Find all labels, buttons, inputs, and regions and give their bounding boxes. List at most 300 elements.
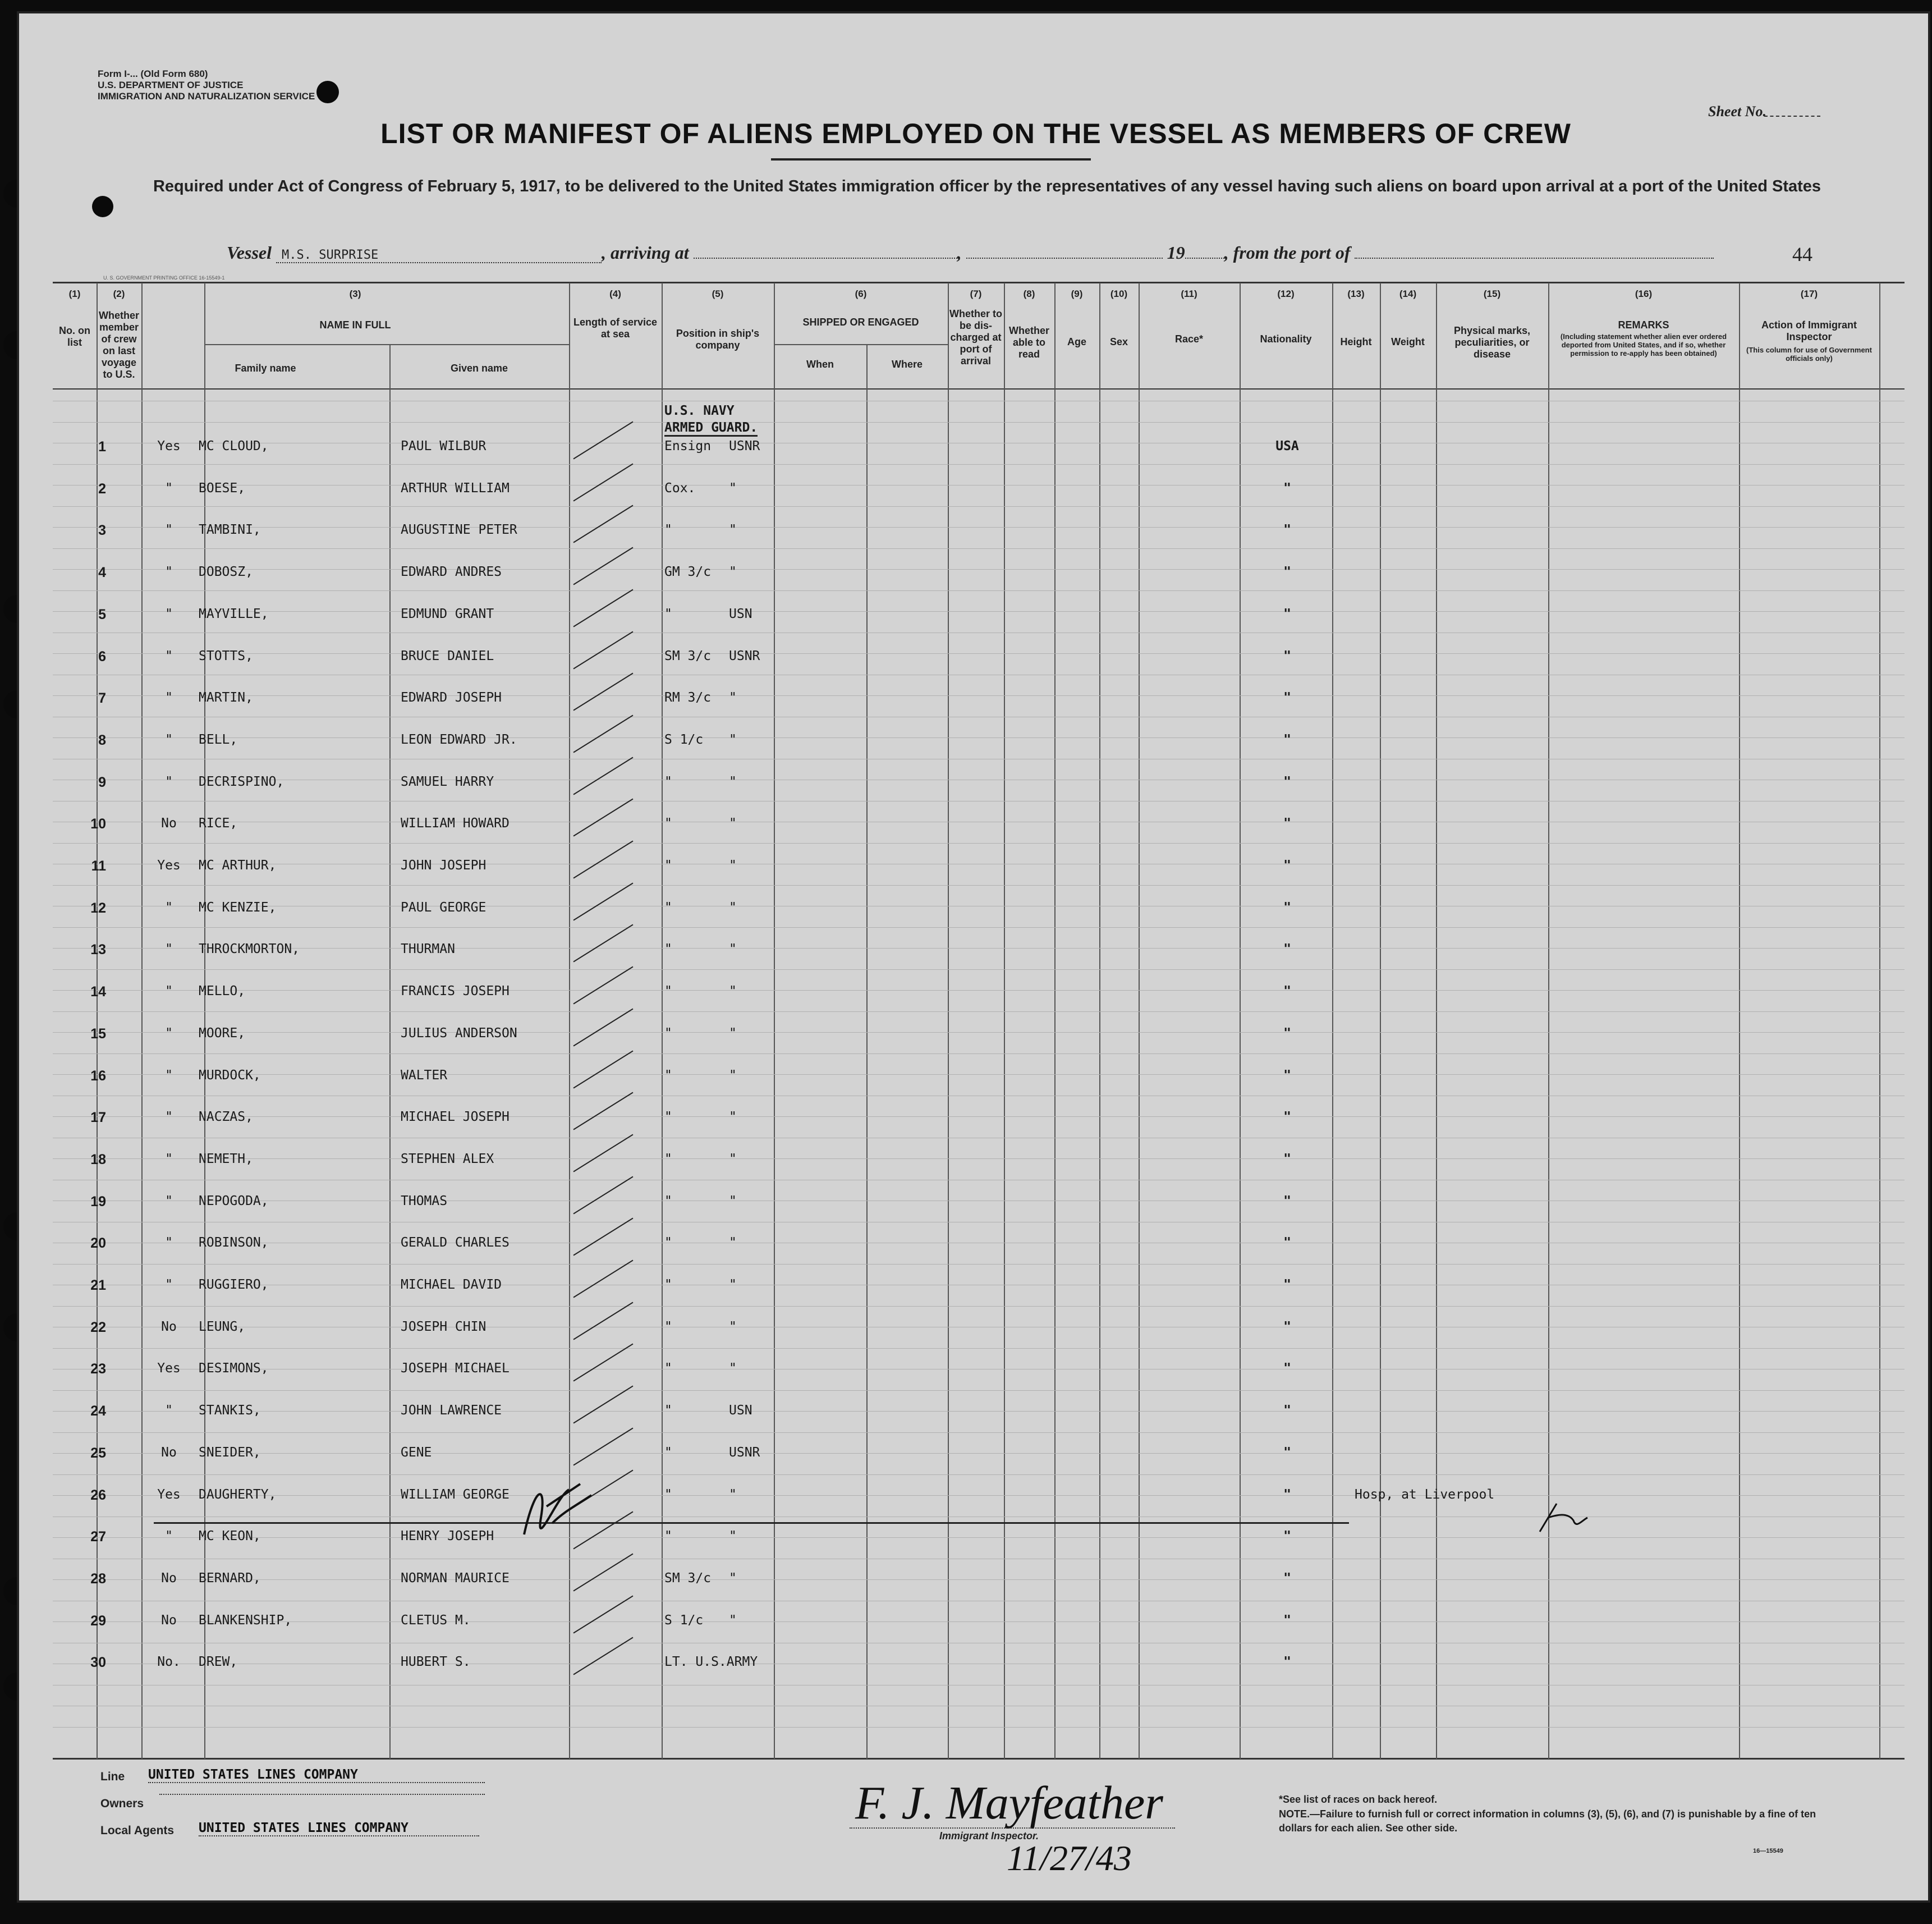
prior-voyage: Yes — [157, 439, 181, 453]
family-name: DECRISPINO, — [199, 774, 284, 789]
ruled-line — [53, 1158, 1905, 1159]
nationality: " — [1283, 565, 1291, 580]
service-check-mark — [573, 631, 633, 669]
given-name: JOHN LAWRENCE — [401, 1403, 502, 1418]
service-branch: USNR — [729, 439, 760, 453]
ruled-line — [53, 653, 1905, 654]
nationality: " — [1283, 816, 1291, 831]
service-check-mark — [573, 1260, 633, 1298]
inspector-label: Immigrant Inspector. — [939, 1830, 1039, 1841]
service-check-mark — [573, 757, 633, 795]
service-check-mark — [573, 1176, 633, 1214]
given-name: JOSEPH MICHAEL — [401, 1361, 510, 1376]
col-num: (6) — [855, 288, 867, 299]
col-num: (8) — [1023, 288, 1035, 299]
service-check-mark — [573, 673, 633, 711]
name-subdivider — [204, 344, 569, 345]
header-race: Race* — [1174, 333, 1204, 345]
ruled-line — [53, 590, 1905, 591]
header-given-name: Given name — [450, 363, 508, 374]
ruled-line — [53, 927, 1905, 928]
position: " — [664, 1403, 672, 1418]
service-branch: USNR — [729, 648, 760, 663]
row-number: 27 — [90, 1529, 106, 1545]
given-name: SAMUEL HARRY — [401, 774, 494, 789]
col-num: (9) — [1071, 288, 1083, 299]
ruled-line — [53, 1432, 1905, 1433]
col-num: (4) — [609, 288, 621, 299]
position: " — [664, 1319, 672, 1334]
position: " — [664, 858, 672, 873]
service-check-mark — [573, 841, 633, 879]
given-name: JOHN JOSEPH — [401, 858, 487, 873]
row-number: 22 — [90, 1319, 106, 1335]
service-check-mark — [573, 924, 633, 963]
row-number: 26 — [90, 1487, 106, 1503]
agents-label: Local Agents — [100, 1824, 175, 1837]
family-name: STOTTS, — [199, 648, 253, 663]
prior-voyage: No — [161, 816, 177, 831]
prior-voyage: Yes — [157, 858, 181, 873]
service-branch: " — [729, 1319, 737, 1334]
remarks: Hosp, at Liverpool — [1355, 1487, 1495, 1502]
row-number: 28 — [90, 1570, 106, 1587]
header-able-to-read: Whether able to read — [1009, 325, 1049, 360]
position: " — [664, 1529, 672, 1544]
service-branch: " — [729, 900, 737, 915]
shipped-subdivider — [774, 344, 948, 345]
service-branch: " — [729, 1235, 737, 1250]
prior-voyage: " — [165, 1529, 173, 1544]
sheet-label: Sheet No. — [1708, 103, 1766, 120]
given-name: FRANCIS JOSEPH — [401, 984, 510, 999]
header-name-in-full: NAME IN FULL — [319, 319, 391, 331]
header-discharged: Whether to be dis- charged at port of arrival — [949, 308, 1002, 367]
ruled-line — [53, 1579, 1905, 1580]
row-number: 25 — [90, 1445, 106, 1461]
position: " — [664, 1025, 672, 1041]
row-number: 30 — [90, 1655, 106, 1671]
family-name: NEMETH, — [199, 1151, 253, 1166]
family-name: BLANKENSHIP, — [199, 1613, 292, 1628]
family-name: DREW, — [199, 1655, 238, 1670]
prior-voyage: No — [161, 1570, 177, 1586]
row-number: 17 — [90, 1110, 106, 1126]
given-name: CLETUS M. — [401, 1613, 471, 1628]
row-number: 19 — [90, 1193, 106, 1210]
owners-value — [159, 1794, 485, 1795]
given-name: MICHAEL JOSEPH — [401, 1110, 510, 1125]
family-name: DOBOSZ, — [199, 565, 253, 580]
inspector-signature: F. J. Mayfeather — [855, 1777, 1163, 1829]
port-label: , from the port of — [1224, 242, 1351, 263]
prior-voyage: " — [165, 900, 173, 915]
family-name: THROCKMORTON, — [199, 942, 300, 957]
prior-voyage: " — [165, 1151, 173, 1166]
family-name: RUGGIERO, — [199, 1277, 269, 1292]
nationality: " — [1283, 1403, 1291, 1418]
header-where: Where — [891, 359, 923, 370]
service-branch: " — [729, 1277, 737, 1292]
punch-hole — [92, 196, 113, 217]
position: " — [664, 1193, 672, 1208]
position: GM 3/c — [664, 565, 712, 580]
service-branch: USNR — [729, 1445, 760, 1460]
ruled-line — [53, 1411, 1905, 1412]
service-branch: " — [729, 858, 737, 873]
position: " — [664, 816, 672, 831]
ruled-line — [53, 1074, 1905, 1075]
table-top-rule — [53, 282, 1905, 283]
ruled-line — [53, 527, 1905, 528]
service-check-mark — [573, 422, 633, 460]
nationality: " — [1283, 1068, 1291, 1083]
prior-voyage: " — [165, 1277, 173, 1292]
punch-hole — [316, 81, 339, 103]
title-underline — [771, 158, 1091, 161]
given-name: EDMUND GRANT — [401, 606, 494, 621]
family-name: NEPOGODA, — [199, 1193, 269, 1208]
service-branch: " — [729, 942, 737, 957]
document-subtitle: Required under Act of Congress of February 5, 1917, to be delivered to the United States immigration officer by the representatives of any vessel having such aliens on board upon arrival at a port of the United States — [153, 177, 1821, 195]
ruled-line — [53, 1621, 1905, 1622]
col-num: (12) — [1277, 288, 1295, 299]
nationality: " — [1283, 1445, 1291, 1460]
given-name: WILLIAM GEORGE — [401, 1487, 510, 1502]
row-number: 12 — [90, 900, 106, 916]
prior-voyage: No — [161, 1445, 177, 1460]
row-number: 4 — [98, 565, 106, 581]
ruled-line — [53, 1116, 1905, 1117]
ruled-line — [53, 1348, 1905, 1349]
vessel-name: M.S. SURPRISE — [276, 248, 602, 263]
arriving-label: , arriving at — [602, 242, 689, 263]
service-check-mark — [573, 882, 633, 920]
ruled-line — [53, 1011, 1905, 1012]
nationality: " — [1283, 1529, 1291, 1544]
given-name: JULIUS ANDERSON — [401, 1025, 517, 1041]
header-shipped-engaged: SHIPPED OR ENGAGED — [802, 317, 919, 328]
service-branch: " — [729, 480, 737, 496]
service-branch: " — [729, 1361, 737, 1376]
nationality: " — [1283, 1655, 1291, 1670]
row-number: 29 — [90, 1613, 106, 1629]
service-branch: " — [729, 1110, 737, 1125]
prior-voyage: Yes — [157, 1361, 181, 1376]
row-number: 7 — [98, 690, 106, 707]
service-branch: " — [729, 1487, 737, 1502]
position: " — [664, 984, 672, 999]
given-name: PAUL GEORGE — [401, 900, 487, 915]
family-name: MC CLOUD, — [199, 439, 269, 453]
service-check-mark — [573, 547, 633, 585]
ruled-line — [53, 1264, 1905, 1265]
prior-voyage: " — [165, 1193, 173, 1208]
row-number: 16 — [90, 1068, 106, 1084]
ruled-line — [53, 1453, 1905, 1454]
given-name: PAUL WILBUR — [401, 439, 487, 453]
line-label: Line — [100, 1770, 125, 1783]
col-num: (5) — [712, 288, 724, 299]
ruled-line — [53, 506, 1905, 507]
family-name: MOORE, — [199, 1025, 246, 1041]
ruled-line — [53, 464, 1905, 465]
line-value: UNITED STATES LINES COMPANY — [148, 1767, 485, 1783]
nationality: " — [1283, 480, 1291, 496]
prior-voyage: " — [165, 984, 173, 999]
row-number: 6 — [98, 648, 106, 665]
nationality: " — [1283, 1193, 1291, 1208]
ruled-line — [53, 843, 1905, 844]
nationality: " — [1283, 1277, 1291, 1292]
family-name: RICE, — [199, 816, 238, 831]
penalty-note: NOTE.—Failure to furnish full or correct information in columns (3), (5), (6), and (7) is punishable by a fine of ten dollars for each alien. See other side. — [1279, 1808, 1816, 1834]
service-check-mark — [573, 1134, 633, 1172]
nationality: " — [1283, 690, 1291, 706]
position: " — [664, 1110, 672, 1125]
year-field — [1185, 258, 1224, 259]
family-name: MELLO, — [199, 984, 246, 999]
service-branch: " — [729, 1529, 737, 1544]
nationality: " — [1283, 523, 1291, 538]
service-check-mark — [573, 1427, 633, 1465]
position: Cox. — [664, 480, 696, 496]
position: Ensign — [664, 439, 712, 453]
position: S 1/c — [664, 1613, 704, 1628]
handwritten-initials — [1534, 1498, 1590, 1537]
header-no-on-list: No. on list — [59, 325, 90, 348]
family-name: MC ARTHUR, — [199, 858, 277, 873]
given-name: THOMAS — [401, 1193, 448, 1208]
given-name: GENE — [401, 1445, 432, 1460]
prior-voyage: " — [165, 1235, 173, 1250]
nationality: " — [1283, 942, 1291, 957]
given-name: GERALD CHARLES — [401, 1235, 510, 1250]
position: SM 3/c — [664, 1570, 712, 1586]
ruled-line — [53, 1032, 1905, 1033]
service-check-mark — [573, 1302, 633, 1340]
nationality: " — [1283, 1319, 1291, 1334]
service-branch: " — [729, 1570, 737, 1586]
sheet-number: 44 — [1792, 243, 1812, 265]
col-num: (11) — [1181, 288, 1197, 299]
family-name: ROBINSON, — [199, 1235, 269, 1250]
position: " — [664, 1277, 672, 1292]
family-name: TAMBINI, — [199, 523, 261, 538]
prior-voyage: No — [161, 1319, 177, 1334]
nationality: " — [1283, 1235, 1291, 1250]
header-bottom-rule — [53, 388, 1905, 390]
prior-voyage: " — [165, 480, 173, 496]
position: " — [664, 523, 672, 538]
family-name: MAYVILLE, — [199, 606, 269, 621]
row-number: 2 — [98, 480, 106, 497]
row-number: 15 — [90, 1025, 106, 1042]
nationality: " — [1283, 648, 1291, 663]
form-code: 16—15549 — [1753, 1848, 1783, 1854]
header-family-name: Family name — [235, 363, 296, 374]
given-name: AUGUSTINE PETER — [401, 523, 517, 538]
service-check-mark — [573, 1092, 633, 1130]
position: LT. U.S.ARMY — [664, 1655, 758, 1670]
prior-voyage: " — [165, 523, 173, 538]
date-field — [966, 258, 1163, 259]
service-branch: USN — [729, 606, 752, 621]
row-number: 14 — [90, 984, 106, 1000]
given-name: EDWARD ANDRES — [401, 565, 502, 580]
row-number: 10 — [90, 816, 106, 832]
given-name: WALTER — [401, 1068, 448, 1083]
row-number: 21 — [90, 1277, 106, 1293]
prior-voyage: " — [165, 774, 173, 789]
given-name: JOSEPH CHIN — [401, 1319, 487, 1334]
signature-line — [850, 1827, 1175, 1829]
ruled-line — [53, 1474, 1905, 1475]
row-number: 3 — [98, 523, 106, 539]
given-name: ARTHUR WILLIAM — [401, 480, 510, 496]
nationality: " — [1283, 1151, 1291, 1166]
service-check-mark — [573, 1386, 633, 1424]
unit-header-line1: U.S. NAVY — [664, 404, 735, 418]
col-num: (16) — [1635, 288, 1653, 299]
sheet-number-line — [1764, 116, 1820, 117]
given-name: HUBERT S. — [401, 1655, 471, 1670]
nationality: " — [1283, 900, 1291, 915]
position: " — [664, 1445, 672, 1460]
row-number: 13 — [90, 942, 106, 958]
prior-voyage: " — [165, 942, 173, 957]
ruled-line — [53, 1306, 1905, 1307]
port-field — [1355, 258, 1714, 259]
header-when: When — [806, 359, 834, 370]
form-number: Form I-... (Old Form 680) — [98, 68, 208, 79]
service-check-mark — [573, 1008, 633, 1046]
row-number: 20 — [90, 1235, 106, 1252]
service: IMMIGRATION AND NATURALIZATION SERVICE — [98, 91, 315, 102]
service-check-mark — [573, 1553, 633, 1591]
header-last-voyage: Whether member of crew on last voyage to U.S. — [99, 310, 139, 380]
signed-date: 11/27/43 — [1007, 1838, 1132, 1878]
header-action-inspector: Action of Immigrant Inspector — [1761, 319, 1857, 342]
family-name: SNEIDER, — [199, 1445, 261, 1460]
row-number: 11 — [91, 858, 106, 874]
nationality: " — [1283, 1613, 1291, 1628]
prior-voyage: " — [165, 648, 173, 663]
given-name: STEPHEN ALEX — [401, 1151, 494, 1166]
ruled-line — [53, 569, 1905, 570]
position: " — [664, 1487, 672, 1502]
ruled-line — [53, 1390, 1905, 1391]
service-branch: " — [729, 523, 737, 538]
race-note: *See list of races on back hereof. — [1279, 1794, 1438, 1805]
service-branch: " — [729, 565, 737, 580]
service-check-mark — [573, 589, 633, 627]
given-name: WILLIAM HOWARD — [401, 816, 510, 831]
service-check-mark — [573, 799, 633, 837]
header-age: Age — [1067, 336, 1086, 347]
handwritten-mark — [513, 1473, 625, 1546]
nationality: " — [1283, 1110, 1291, 1125]
ruled-line — [53, 1537, 1905, 1538]
header-remarks-note: (Including statement whether alien ever ordered deported from United States, and if so, whether permission to re-apply has been obtained) — [1560, 332, 1727, 358]
owners-label: Owners — [100, 1797, 144, 1810]
service-branch: " — [729, 1613, 737, 1628]
position: SM 3/c — [664, 648, 712, 663]
col-num: (7) — [970, 288, 982, 299]
col-num: (2) — [113, 288, 125, 299]
ruled-line — [53, 948, 1905, 949]
ruled-line — [53, 695, 1905, 696]
nationality: " — [1283, 984, 1291, 999]
col-num: (1) — [68, 288, 81, 299]
nationality: " — [1283, 732, 1291, 747]
position: " — [664, 942, 672, 957]
service-check-mark — [573, 966, 633, 1005]
position: " — [664, 1151, 672, 1166]
arriving-field — [694, 258, 957, 259]
col-num: (15) — [1483, 288, 1501, 299]
family-name: BERNARD, — [199, 1570, 261, 1586]
col-divider — [389, 345, 391, 1759]
prior-voyage: " — [165, 1403, 173, 1418]
header-sex: Sex — [1109, 336, 1128, 347]
table-bottom-rule — [53, 1758, 1905, 1760]
prior-voyage: " — [165, 1068, 173, 1083]
family-name: BELL, — [199, 732, 238, 747]
header-remarks: REMARKS — [1618, 319, 1669, 331]
nationality: " — [1283, 1361, 1291, 1376]
strikethrough-row-26 — [154, 1522, 1349, 1524]
service-branch: USN — [729, 1403, 752, 1418]
position: " — [664, 1361, 672, 1376]
header-action-note: (This column for use of Government officials only) — [1746, 346, 1872, 363]
service-check-mark — [573, 505, 633, 543]
service-branch: " — [729, 984, 737, 999]
nationality: " — [1283, 1025, 1291, 1041]
nationality: " — [1283, 774, 1291, 789]
position: " — [664, 774, 672, 789]
family-name: MARTIN, — [199, 690, 253, 706]
given-name: BRUCE DANIEL — [401, 648, 494, 663]
given-name: THURMAN — [401, 942, 455, 957]
given-name: MICHAEL DAVID — [401, 1277, 502, 1292]
ruled-line — [53, 1727, 1905, 1728]
header-position: Position in ship's company — [676, 328, 760, 351]
col-num: (13) — [1347, 288, 1365, 299]
col-num: (14) — [1399, 288, 1417, 299]
service-branch: " — [729, 1151, 737, 1166]
ruled-line — [53, 737, 1905, 738]
department: U.S. DEPARTMENT OF JUSTICE — [98, 80, 244, 90]
printing-office: U. S. GOVERNMENT PRINTING OFFICE 16-15549-1 — [103, 275, 225, 281]
given-name: LEON EDWARD JR. — [401, 732, 517, 747]
prior-voyage: " — [165, 1025, 173, 1041]
position: " — [664, 900, 672, 915]
manifest-sheet — [17, 11, 1930, 1903]
service-branch: " — [729, 816, 737, 831]
row-number: 8 — [98, 732, 106, 748]
service-branch: " — [729, 732, 737, 747]
family-name: MURDOCK, — [199, 1068, 261, 1083]
col-num: (3) — [349, 288, 361, 299]
header-weight: Weight — [1391, 336, 1425, 347]
prior-voyage: No. — [157, 1655, 181, 1670]
nationality: " — [1283, 1487, 1291, 1502]
nationality: " — [1283, 858, 1291, 873]
family-name: MC KENZIE, — [199, 900, 277, 915]
service-branch: " — [729, 1068, 737, 1083]
position: " — [664, 606, 672, 621]
